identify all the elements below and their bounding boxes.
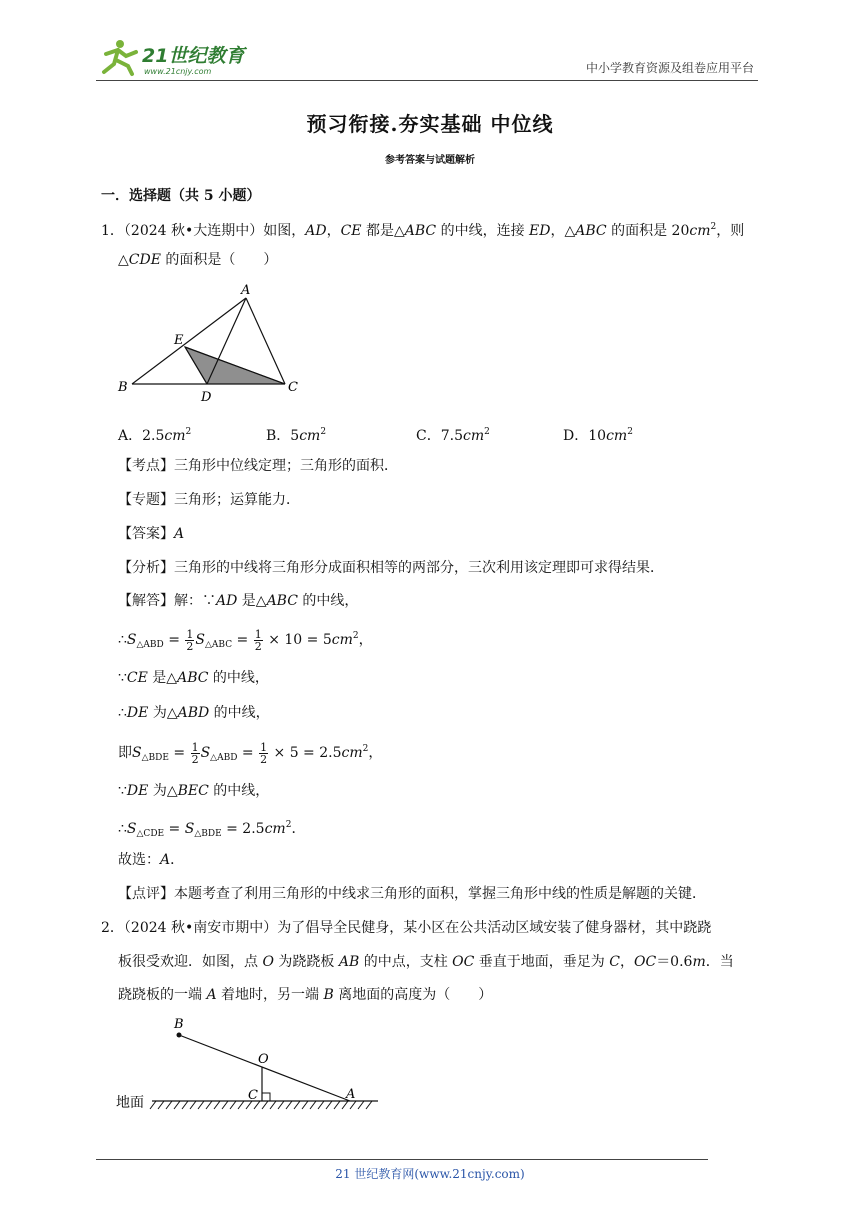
step-5-line: ∵DE 为△BEC 的中线，: [118, 783, 270, 799]
q1-triangle-figure: [110, 280, 310, 410]
step-6-formula: $\therefore S_{\triangle CDE} = S_{\triangle BDE} = 2.5cm^2$．: [118, 820, 306, 839]
label-e: E: [174, 333, 184, 348]
q1-stem-line1: 1．（2024 秋•大连期中）如图，AD，CE 都是△ABC 的中线，连接 ED，△ABC 的面积是 $20cm^2$，则: [101, 222, 745, 239]
label-c: C: [248, 1088, 258, 1103]
q1-stem-line2: △CDE 的面积是（ ）: [118, 252, 278, 268]
footer-divider: [96, 1159, 708, 1160]
q2-stem-line3: 跷跷板的一端 A 着地时，另一端 B 离地面的高度为（ ）: [118, 987, 493, 1003]
dianping-line: 【点评】本题考查了利用三角形的中线求三角形的面积，掌握三角形中线的性质是解题的关键．: [118, 886, 706, 902]
page-footer[interactable]: 21 世纪教育网(www.21cnjy.com): [335, 1167, 525, 1181]
step-2-line: ∵CE 是△ABC 的中线，: [118, 670, 269, 686]
step-3-line: ∴DE 为△ABD 的中线，: [118, 705, 270, 721]
kaodian-line: 【考点】三角形中位线定理；三角形的面积．: [118, 458, 398, 474]
platform-name: 中小学教育资源及组卷应用平台: [585, 61, 754, 75]
label-ground: 地面: [116, 1095, 144, 1111]
answer-line: 【答案】A: [118, 526, 185, 542]
svg-text:www.21cnjy.com: www.21cnjy.com: [144, 67, 212, 76]
label-b: B: [174, 1017, 184, 1032]
label-b: B: [118, 380, 128, 395]
page-title: 预习衔接.夯实基础 中位线: [306, 112, 554, 136]
fenxi-line: 【分析】三角形的中线将三角形分成面积相等的两部分，三次利用该定理即可求得结果．: [118, 560, 664, 576]
label-a: A: [241, 283, 251, 298]
option-a[interactable]: A．$2.5cm^2$: [118, 427, 192, 444]
page-header: [96, 30, 758, 81]
option-b[interactable]: B．$5cm^2$: [266, 427, 327, 444]
svg-text:21世纪教育: 21世纪教育: [142, 45, 245, 67]
q2-stem-line1: 2．（2024 秋•南安市期中）为了倡导全民健身，某小区在公共活动区域安装了健身器材，其中跷跷: [101, 920, 712, 936]
jieda-line: 【解答】解：∵AD 是△ABC 的中线，: [118, 593, 359, 609]
option-d[interactable]: D．$10cm^2$: [563, 427, 633, 444]
zhuanti-line: 【专题】三角形；运算能力．: [118, 492, 300, 508]
label-o: O: [258, 1052, 269, 1067]
option-c[interactable]: C．$7.5cm^2$: [416, 427, 490, 444]
label-c: C: [288, 380, 298, 395]
page-subtitle: 参考答案与试题解析: [385, 155, 475, 166]
q2-seesaw-figure: [110, 1012, 390, 1122]
section-heading: 一．选择题（共 5 小题）: [101, 188, 261, 204]
step-1-formula: $\therefore S_{\triangle ABD}$ = $\frac{1}{2}$ $S_{\triangle ABC}$ = $\frac{1}{2}$ × $10 = 5cm^2$，: [118, 627, 373, 653]
label-a: A: [346, 1087, 356, 1102]
guxuan-line: 故选：A．: [118, 852, 185, 868]
logo-icon: [96, 38, 266, 78]
step-4-formula: 即$S_{\triangle BDE}$ = $\frac{1}{2}$ $S_{\triangle ABD}$ = $\frac{1}{2}$ × $5 = 2.5cm^2$，: [118, 740, 383, 766]
q2-stem-line2: 板很受欢迎．如图，点 O 为跷跷板 AB 的中点，支柱 OC 垂直于地面，垂足为 C，OC＝0.6m．当: [118, 954, 734, 970]
label-d: D: [201, 390, 212, 405]
